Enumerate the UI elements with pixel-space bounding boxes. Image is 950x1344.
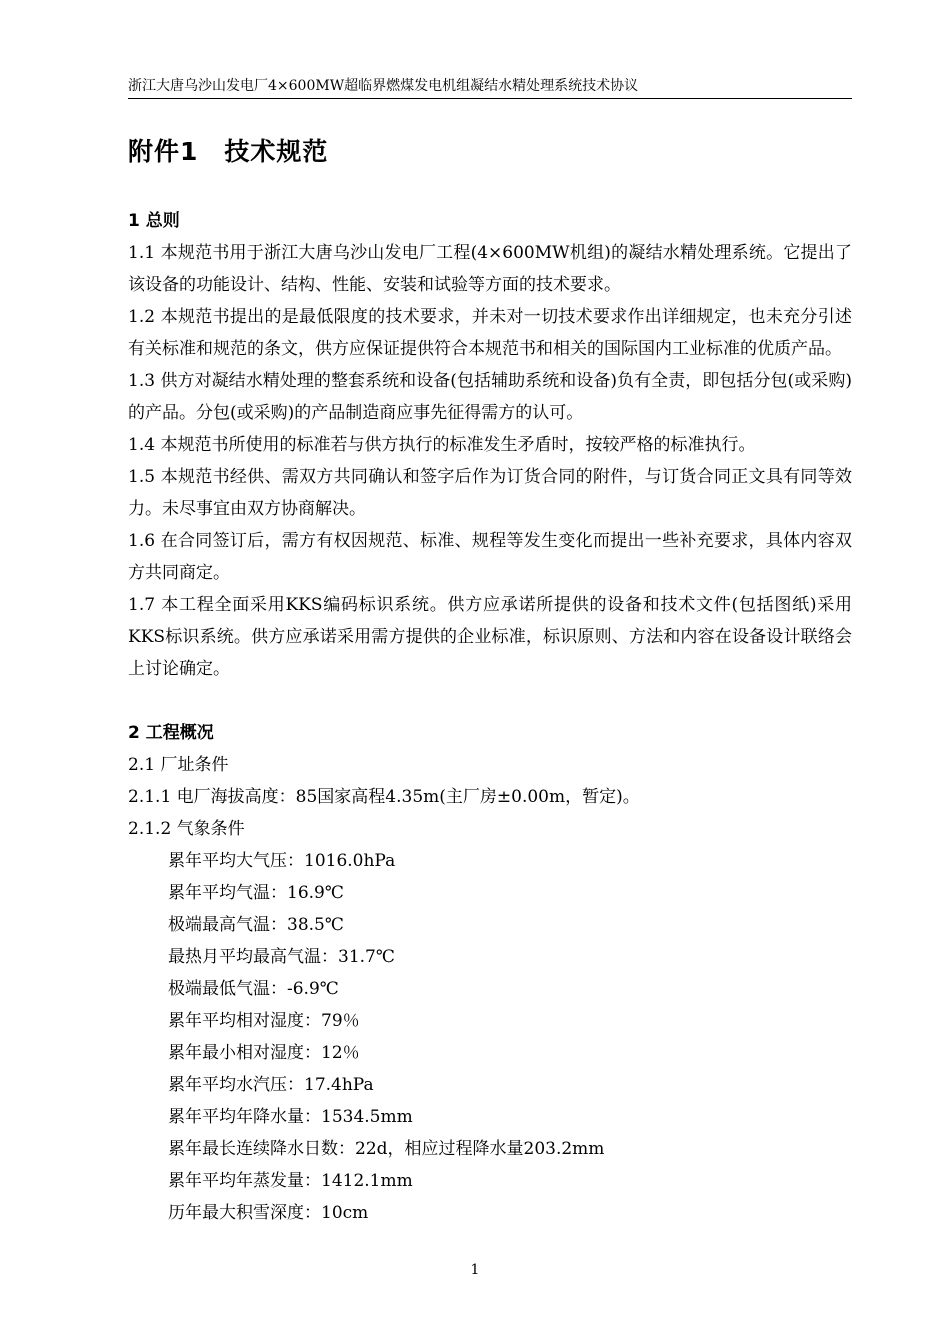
paragraph-1-4: 1.4 本规范书所使用的标准若与供方执行的标准发生矛盾时，按较严格的标准执行。 — [128, 435, 756, 455]
page-title: 附件1 技术规范 — [128, 137, 329, 166]
weather-list — [128, 845, 852, 1229]
weather-item: 最热月平均最高气温：31.7℃ — [168, 947, 395, 967]
weather-item: 累年最小相对湿度：12％ — [168, 1043, 360, 1063]
page-number: 1 — [470, 1262, 480, 1278]
document-body — [128, 205, 852, 1229]
paragraph-1-6: 1.6 在合同签订后，需方有权因规范、标准、规程等发生变化而提出一些补充要求，具体内容双方共同商定。 — [128, 531, 852, 583]
page-header: 浙江大唐乌沙山发电厂4×600MW超临界燃煤发电机组凝结水精处理系统技术协议 — [128, 76, 852, 99]
paragraph-2-1-1: 2.1.1 电厂海拔高度：85国家高程4.35m(主厂房±0.00m，暂定)。 — [128, 787, 640, 807]
weather-item: 历年最大积雪深度：10cm — [168, 1203, 369, 1223]
weather-item: 极端最低气温：-6.9℃ — [168, 979, 339, 999]
section-heading-general: 1 总则 — [128, 211, 180, 231]
weather-item: 极端最高气温：38.5℃ — [168, 915, 344, 935]
weather-item: 累年平均气温：16.9℃ — [168, 883, 344, 903]
weather-item: 累年最长连续降水日数：22d，相应过程降水量203.2mm — [168, 1139, 605, 1159]
paragraph-1-5: 1.5 本规范书经供、需双方共同确认和签字后作为订货合同的附件，与订货合同正文具有同等效力。未尽事宜由双方协商解决。 — [128, 467, 852, 519]
paragraph-1-1: 1.1 本规范书用于浙江大唐乌沙山发电厂工程(4×600MW机组)的凝结水精处理系统。它提出了该设备的功能设计、结构、性能、安装和试验等方面的技术要求。 — [128, 243, 852, 295]
weather-item: 累年平均年降水量：1534.5mm — [168, 1107, 413, 1127]
paragraph-1-3: 1.3 供方对凝结水精处理的整套系统和设备(包括辅助系统和设备)负有全责，即包括分包(或采购)的产品。分包(或采购)的产品制造商应事先征得需方的认可。 — [128, 371, 852, 423]
paragraph-1-7: 1.7 本工程全面采用KKS编码标识系统。供方应承诺所提供的设备和技术文件(包括图纸)采用KKS标识系统。供方应承诺采用需方提供的企业标准，标识原则、方法和内容在设备设计联络会上讨论确定。 — [128, 595, 852, 679]
weather-item: 累年平均年蒸发量：1412.1mm — [168, 1171, 413, 1191]
paragraph-1-2: 1.2 本规范书提出的是最低限度的技术要求，并未对一切技术要求作出详细规定，也未充分引述有关标准和规范的条文，供方应保证提供符合本规范书和相关的国际国内工业标准的优质产品。 — [128, 307, 852, 359]
weather-item: 累年平均水汽压：17.4hPa — [168, 1075, 374, 1095]
subsection-weather: 2.1.2 气象条件 — [128, 819, 245, 839]
weather-item: 累年平均相对湿度：79％ — [168, 1011, 360, 1031]
weather-item: 累年平均大气压：1016.0hPa — [168, 851, 396, 871]
subsection-site-conditions: 2.1 厂址条件 — [128, 755, 229, 775]
section-heading-overview: 2 工程概况 — [128, 723, 214, 743]
